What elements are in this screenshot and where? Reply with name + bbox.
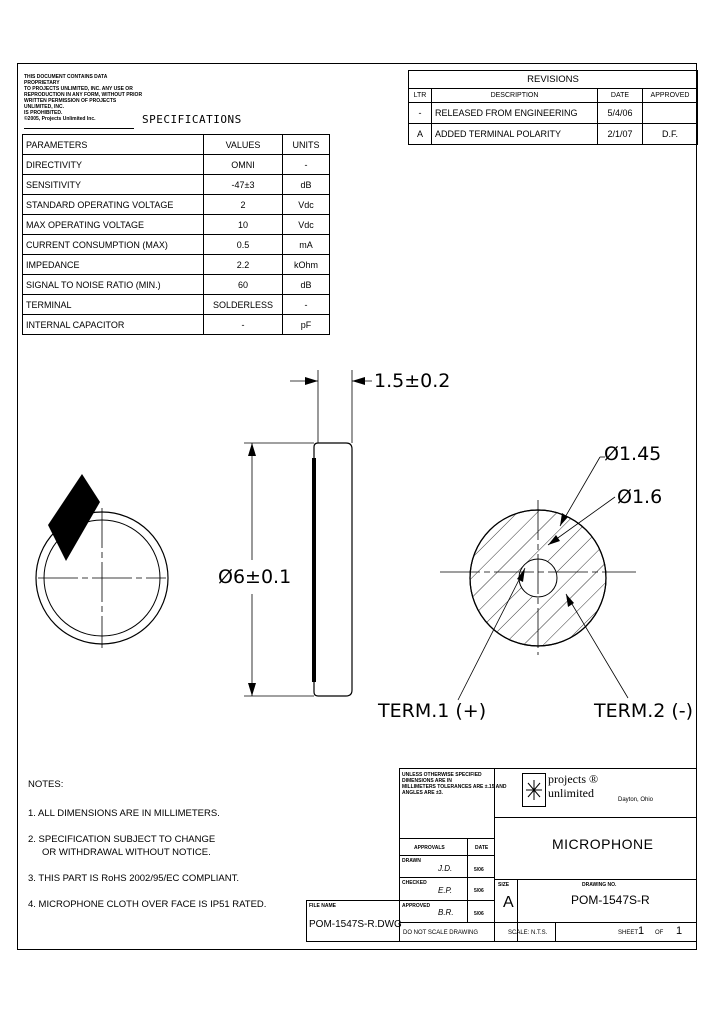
unit-cell: pF (283, 315, 330, 335)
tolerance-note (402, 772, 507, 796)
note-item: 4. MICROPHONE CLOTH OVER FACE IS IP51 RATED. (28, 899, 267, 910)
note-item: 2. SPECIFICATION SUBJECT TO CHANGE (28, 834, 216, 845)
description-cell: ADDED TERMINAL POLARITY (432, 124, 598, 145)
param-cell: TERMINAL (23, 295, 204, 315)
value-cell: 0.5 (204, 235, 283, 255)
value-cell: SOLDERLESS (204, 295, 283, 315)
ltr-cell: - (409, 103, 432, 124)
notice-line: ©2005, Projects Unlimited Inc. (24, 116, 96, 122)
size-label: SIZE (498, 882, 510, 888)
ltr-cell: A (409, 124, 432, 145)
scale-value: SCALE: N.T.S. (508, 930, 548, 936)
drawn-date: 5/06 (474, 867, 484, 873)
param-cell: SIGNAL TO NOISE RATIO (MIN.) (23, 275, 204, 295)
param-cell: INTERNAL CAPACITOR (23, 315, 204, 335)
approved-by: B.R. (438, 908, 454, 917)
approved-date: 5/06 (474, 911, 484, 917)
tolerance-line: DIMENSIONS ARE IN (402, 778, 452, 784)
header-values: VALUES (204, 135, 283, 155)
param-cell: CURRENT CONSUMPTION (MAX) (23, 235, 204, 255)
do-not-scale-note: DO NOT SCALE DRAWING (403, 930, 479, 936)
rear-view (440, 457, 636, 700)
note-item: 3. THIS PART IS RoHS 2002/95/EC COMPLIANT. (28, 873, 240, 884)
notes-heading: NOTES: (28, 779, 64, 790)
checked-label: CHECKED (402, 880, 427, 886)
unit-cell: Vdc (283, 195, 330, 215)
unit-cell: Vdc (283, 215, 330, 235)
header-units: UNITS (283, 135, 330, 155)
drawing-no-label: DRAWING NO. (582, 882, 617, 888)
side-view (244, 370, 372, 696)
company-name (548, 772, 598, 800)
note-item: 1. ALL DIMENSIONS ARE IN MILLIMETERS. (28, 808, 220, 819)
of-label: OF (655, 930, 664, 936)
unit-cell: kOhm (283, 255, 330, 275)
notes-section (28, 778, 266, 911)
drawn-label: DRAWN (402, 858, 421, 864)
date-cell: 2/1/07 (598, 124, 643, 145)
notice-line: WRITTEN PERMISSION OF PROJECTS UNLIMITED, INC. (24, 98, 117, 110)
param-cell: DIRECTIVITY (23, 155, 204, 175)
unit-cell: dB (283, 175, 330, 195)
company-line: unlimited (548, 786, 594, 800)
param-cell: MAX OPERATING VOLTAGE (23, 215, 204, 235)
company-line: projects ® (548, 772, 599, 786)
terminal-inner-dimension: Ø1.6 (617, 486, 663, 508)
header-ltr: LTR (409, 89, 432, 103)
value-cell: OMNI (204, 155, 283, 175)
file-name-label: FILE NAME (309, 903, 336, 909)
notice-line: REPRODUCTION IN ANY FORM, WITHOUT PRIOR (24, 92, 143, 98)
drawing-title: MICROPHONE (552, 836, 654, 852)
unit-cell: dB (283, 275, 330, 295)
tolerance-line: ANGLES ARE ±3. (402, 790, 443, 796)
sheet-label: SHEET (618, 930, 639, 936)
approvals-label: APPROVALS (414, 845, 445, 851)
param-cell: STANDARD OPERATING VOLTAGE (23, 195, 204, 215)
term2-label: TERM.2 (-) (594, 700, 694, 722)
revisions-title: REVISIONS (409, 71, 698, 89)
drawing-number: POM-1547S-R (571, 893, 650, 907)
approved-label: APPROVED (402, 903, 431, 909)
file-name: POM-1547S-R.DWG (309, 919, 402, 930)
approved-cell: D.F. (643, 124, 698, 145)
thickness-dimension: 1.5±0.2 (374, 370, 451, 392)
value-cell: 60 (204, 275, 283, 295)
diameter-dimension: Ø6±0.1 (218, 566, 292, 588)
value-cell: 2.2 (204, 255, 283, 275)
notice-line: IS PROHIBITED. (24, 110, 63, 116)
tolerance-line: MILLIMETERS TOLERANCES ARE ±.15 AND (402, 784, 507, 790)
sheet-total: 1 (676, 925, 683, 937)
notice-line: THIS DOCUMENT CONTAINS DATA PROPRIETARY (24, 74, 108, 86)
term1-label: TERM.1 (+) (378, 700, 487, 722)
header-approved: APPROVED (643, 89, 698, 103)
date-cell: 5/4/06 (598, 103, 643, 124)
terminal-pad-icon (48, 474, 100, 561)
terminal-outer-dimension: Ø1.45 (604, 443, 662, 465)
value-cell: 10 (204, 215, 283, 235)
sheet-number: 1 (638, 925, 645, 937)
note-item: OR WITHDRAWAL WITHOUT NOTICE. (42, 847, 211, 858)
header-date: DATE (598, 89, 643, 103)
size-value: A (503, 894, 514, 911)
checked-date: 5/06 (474, 888, 484, 894)
specifications-title: SPECIFICATIONS (142, 113, 242, 126)
param-cell: SENSITIVITY (23, 175, 204, 195)
unit-cell: - (283, 295, 330, 315)
drawn-by: J.D. (438, 864, 453, 873)
front-view (36, 474, 168, 648)
param-cell: IMPEDANCE (23, 255, 204, 275)
description-cell: RELEASED FROM ENGINEERING (432, 103, 598, 124)
value-cell: 2 (204, 195, 283, 215)
tolerance-line: UNLESS OTHERWISE SPECIFIED (402, 772, 482, 778)
company-location: Dayton, Ohio (618, 797, 654, 803)
header-parameters: PARAMETERS (23, 135, 204, 155)
value-cell: -47±3 (204, 175, 283, 195)
checked-by: E.P. (438, 886, 453, 895)
date-label: DATE (475, 845, 489, 851)
company-logo-icon (522, 773, 546, 807)
unit-cell: - (283, 155, 330, 175)
value-cell: - (204, 315, 283, 335)
header-description: DESCRIPTION (432, 89, 598, 103)
notice-line: TO PROJECTS UNLIMITED, INC. ANY USE OR (24, 86, 133, 92)
unit-cell: mA (283, 235, 330, 255)
